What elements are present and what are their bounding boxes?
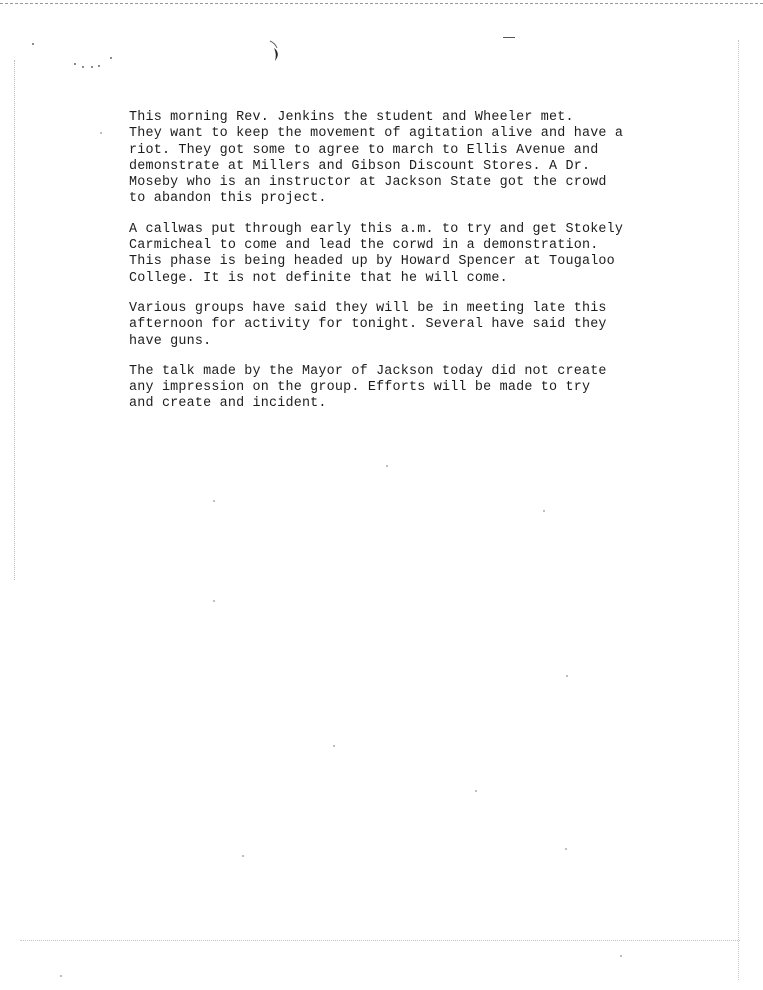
scan-speck [32,43,34,45]
scan-speck [620,955,622,957]
right-scan-edge [738,40,739,980]
memo-body [129,110,689,427]
scan-speck [82,66,84,68]
bottom-scan-rule [20,940,740,941]
scan-speck [213,600,215,602]
scan-speck [110,57,112,59]
scan-speck [74,63,76,65]
scan-speck [98,65,100,67]
paragraph-4: The talk made by the Mayor of Jackson today did not create any impression on the group. Efforts will be made to try and create and incident. [129,363,607,412]
left-scan-edge [14,60,15,580]
scan-speck [100,132,102,134]
paragraph-2: A callwas put through early this a.m. to try and get Stokely Carmicheal to come and lead the corwd in a demonstration. This phase is being headed up by Howard Spencer at Tougaloo College. It is not definite that he will come. [129,221,624,286]
scan-speck [566,675,568,677]
scan-speck [386,465,388,467]
scan-speck [91,66,93,68]
scan-speck [543,510,545,512]
scan-speck [333,745,335,747]
scan-speck [242,855,244,857]
top-edge-rule [0,3,763,4]
punch-mark-icon [268,40,282,62]
scan-speck [60,975,62,977]
scan-speck [565,848,567,850]
paragraph-1: This morning Rev. Jenkins the student and Wheeler met. They want to keep the movement of agitation alive and have a riot. They got some to agree to march to Ellis Avenue and demonstrate at Millers and Gibson Discount Stores. A Dr. Moseby who is an instructor at Jackson State got the crowd to abandon this project. [129,110,624,207]
scan-speck [213,500,215,502]
scan-speck [475,790,477,792]
scan-dash-mark [503,37,515,38]
paragraph-3: Various groups have said they will be in meeting late this afternoon for activity for tonight. Several have said they have guns. [129,300,607,349]
